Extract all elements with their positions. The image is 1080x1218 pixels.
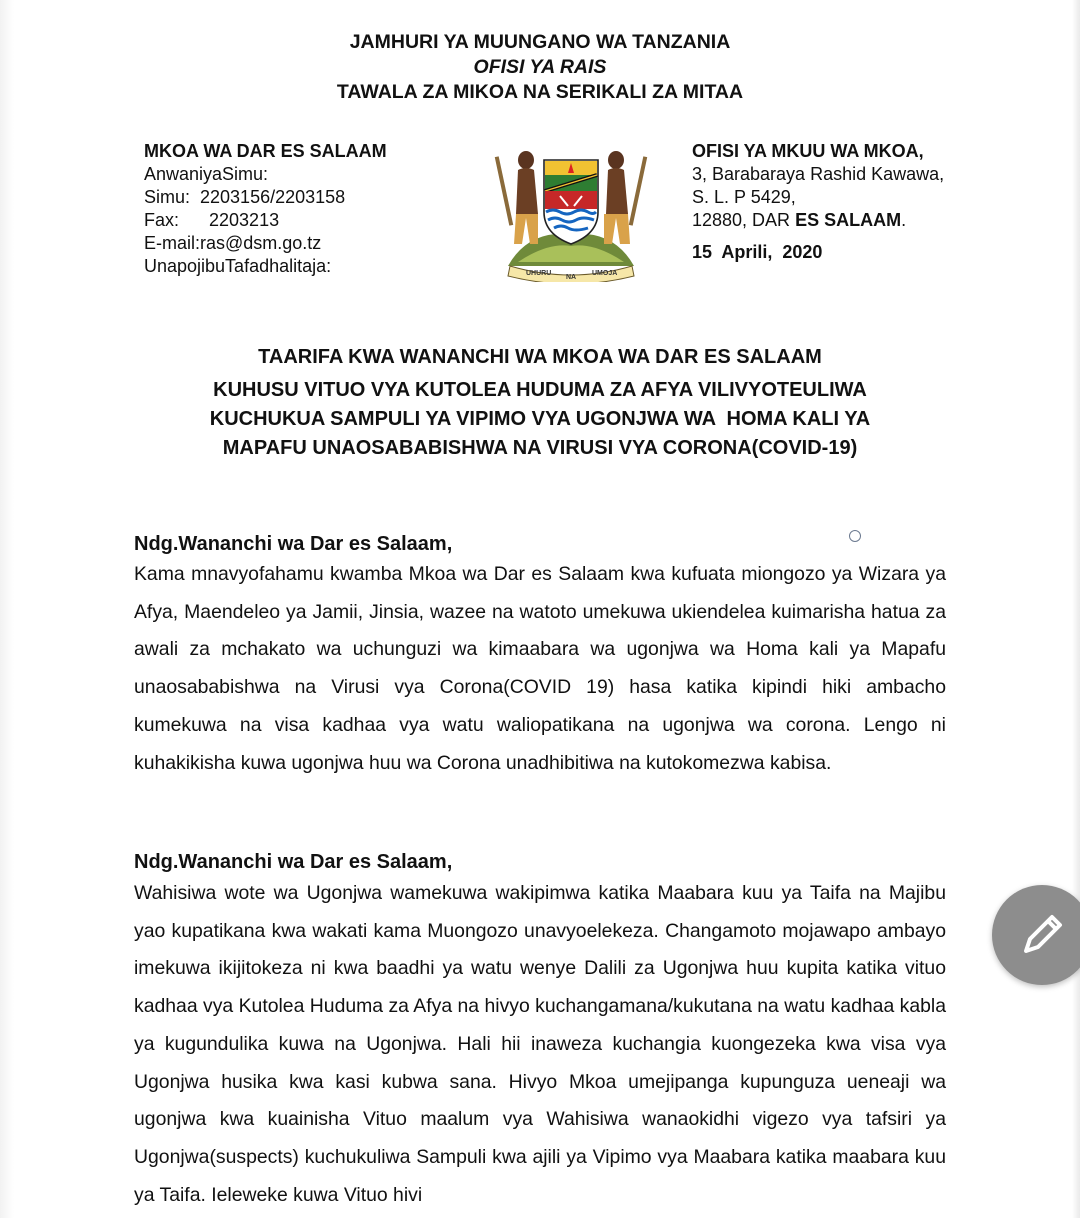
woman-tusk xyxy=(629,156,647,225)
header-line-ministry: TAWALA ZA MIKOA NA SERIKALI ZA MITAA xyxy=(336,81,744,103)
phone-numbers: Simu: 2203156/2203158 xyxy=(144,187,346,207)
title-line-4: MAPAFU UNAOSABABISHWA NA VIRUSI VYA CORONA(COVID-19) xyxy=(222,437,858,459)
man-head xyxy=(518,151,534,169)
government-header xyxy=(0,30,1080,105)
document-title xyxy=(0,343,1080,463)
woman-body xyxy=(606,168,628,217)
edit-button[interactable] xyxy=(992,885,1080,985)
city-name: ES SALAAM xyxy=(795,210,902,230)
man-garment xyxy=(514,214,538,244)
motto-word-1: UHURU xyxy=(526,270,552,277)
sender-address xyxy=(144,140,387,278)
motto-word-2: NA xyxy=(566,274,577,281)
city-suffix: . xyxy=(901,210,907,230)
office-name: OFISI YA MKUU WA MKOA, xyxy=(692,141,924,161)
shield-red-band xyxy=(545,191,597,209)
paragraph-2: Wahisiwa wote wa Ugonjwa wamekuwa wakipimwa katika Maabara kuu ya Taifa na Majibu yao kupatikana kwa wakati kama Muongozo unavyoelekeza. Changamoto mojawapo ambayo imekuwa ikijitokeza ni kwa baadhi ya watu wenye Dalili za Ugonjwa huu kupita katika vituo kadhaa vya Kutolea Huduma za Afya na hivyo kuchangamana/kukutana na watu kadhaa kabla ya kugundulika kuwa na Ugonjwa. Hali hii inaweza kuchangia kuongezeka kwa visa vya Ugonjwa husika kwa kasi kubwa sana. Hivyo Mkoa umejipanga kupunguza ueneaji wa ugonjwa kwa kuainisha Vituo maalum vya Wahisiwa wanaokidhi vigezo vya tafsiri ya Ugonjwa(suspects) kuchukuliwa Sampuli kwa ajili ya Vipimo vya Maabara katika maabara kuu ya Taifa. Ieleweke kuwa Vituo hivi xyxy=(134,882,946,1206)
greeting-1: Ndg.Wananchi wa Dar es Salaam, xyxy=(134,533,453,555)
region-name: MKOA WA DAR ES SALAAM xyxy=(144,141,387,161)
woman-head xyxy=(608,151,624,169)
coat-of-arms-emblem xyxy=(488,134,654,282)
header-line-office: OFISI YA RAIS xyxy=(473,56,607,78)
radio-indicator-icon[interactable] xyxy=(849,530,861,542)
coat-of-arms-icon xyxy=(488,134,654,282)
title-line-2: KUHUSU VITUO VYA KUTOLEA HUDUMA ZA AFYA VILIVYOTEULIWA xyxy=(213,379,867,401)
title-line-3: KUCHUKUA SAMPULI YA VIPIMO VYA UGONJWA WA HOMA KALI YA xyxy=(209,408,871,430)
office-address xyxy=(692,140,944,264)
street-address: 3, Barabaraya Rashid Kawawa, xyxy=(692,164,945,184)
email-address: E-mail:ras@dsm.go.tz xyxy=(144,233,322,253)
paragraph-1: Kama mnavyofahamu kwamba Mkoa wa Dar es Salaam kwa kufuata miongozo ya Wizara ya Afya, Maendeleo ya Jamii, Jinsia, wazee na watoto umekuwa ukiendelea kuimarisha hatua za awali za mchakato wa uchunguzi wa kimaabara wa ugonjwa wa Homa kali ya Mapafu unaosababishwa na Virusi vya Corona(COVID 19) hasa katika kipindi hiki ambacho kumekuwa na visa kadhaa vya watu waliopatikana na ugonjwa wa corona. Lengo ni kuhakikisha kuwa ugonjwa huu wa Corona unadhibitiwa na kutokomezwa kabisa. xyxy=(134,563,946,774)
page-shadow-left xyxy=(0,0,14,1218)
man-tusk xyxy=(495,156,513,225)
man-body xyxy=(516,168,538,217)
letter-date: 15 Aprili, 2020 xyxy=(692,242,823,262)
motto-word-3: UMOJA xyxy=(592,270,618,277)
reply-reference: UnapojibuTafadhalitaja: xyxy=(144,256,332,276)
greeting-2: Ndg.Wananchi wa Dar es Salaam, xyxy=(134,851,453,873)
postcode-city xyxy=(692,209,944,232)
po-box: S. L. P 5429, xyxy=(692,187,796,207)
header-line-republic: JAMHURI YA MUUNGANO WA TANZANIA xyxy=(349,31,731,53)
title-line-1: TAARIFA KWA WANANCHI WA MKOA WA DAR ES SALAAM xyxy=(258,346,822,368)
page-shadow-right xyxy=(1072,0,1080,1218)
woman-garment xyxy=(604,214,630,244)
telegram-address: AnwaniyaSimu: xyxy=(144,164,269,184)
edit-pencil-icon xyxy=(1012,905,1072,965)
postcode: 12880, DAR xyxy=(692,210,796,230)
fax-number: Fax: 2203213 xyxy=(144,210,280,230)
